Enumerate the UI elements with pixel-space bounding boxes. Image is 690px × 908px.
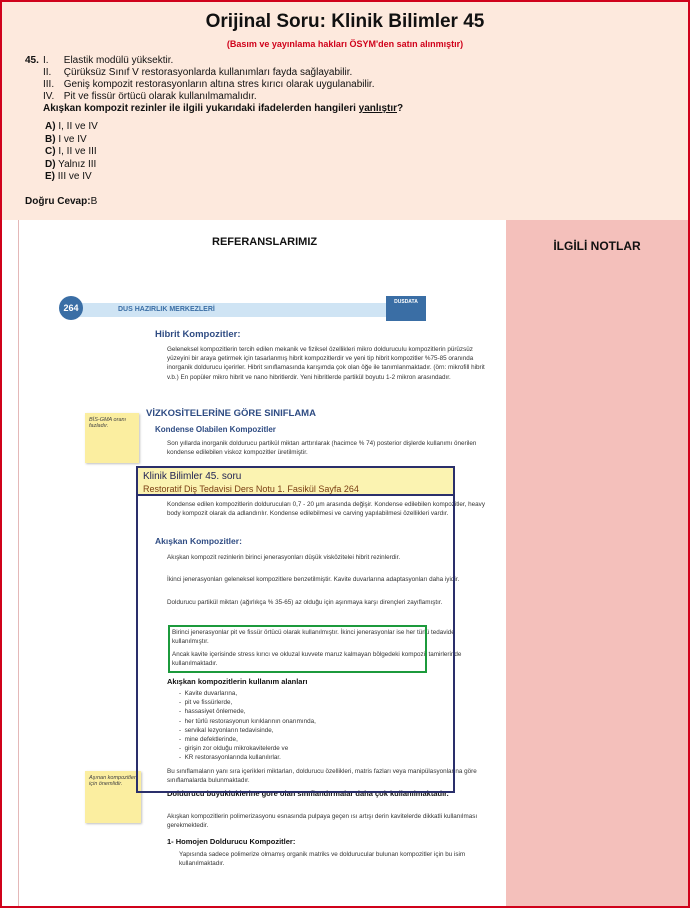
green-highlight-box — [168, 625, 427, 673]
green-box-p1: Birinci jenerasyonlar pit ve fissür örtücü olarak kullanılmıştır. İkinci jenerasyonlar ise her türlü tedavide kullanılmıştır. — [172, 629, 455, 646]
question-item-3: III. Geniş kompozit restorasyonların altına stres kırıcı olarak uygulanabilir. — [43, 79, 375, 90]
reference-title: Klinik Bilimler 45. soru — [143, 471, 242, 482]
flowable-p3: Doldurucu partikül miktarı (ağırlıkça % 35-65) az olduğu için aşınmaya karşı dirençleri zayıflamıştır. — [167, 599, 443, 606]
page-title: Orijinal Soru: Klinik Bilimler 45 — [205, 11, 485, 32]
viscosity-heading: VİZKOSİTELERİNE GÖRE SINIFLAMA — [146, 408, 316, 419]
condense-heading: Kondense Olabilen Kompozitler — [155, 425, 276, 434]
classification-text: Bu sınıflamaların yanı sıra içerikleri miktarları, doldurucu özellikleri, matris fazları veya manipülasyonlarına göre sınıflamalarda bulunmaktadır. — [167, 768, 477, 785]
option-d[interactable]: D) Yalnız III — [45, 158, 97, 170]
sticky-note-1: BİS-GMA oranı fazladır. — [85, 413, 139, 463]
option-b[interactable]: B) I ve IV — [45, 133, 87, 145]
option-e[interactable]: E) III ve IV — [45, 171, 92, 182]
notes-column — [506, 220, 688, 906]
question-item-2: II. Çürüksüz Sınıf V restorasyonlarda kullanımları fayda sağlayabilir. — [43, 67, 353, 78]
homogeneous-heading: 1- Homojen Doldurucu Kompozitler: — [167, 837, 296, 846]
book-header-text: DUS HAZIRLIK MERKEZLERİ — [118, 306, 215, 313]
condense-text: Son yıllarda inorganik doldurucu partikül miktarı arttırılarak (hacimce % 74) posterior dişlerde kullanımı önerilen kondense edilebilen viskoz kompozitler üretilmiştir. — [167, 440, 477, 457]
rights-notice: (Basım ve yayınlama hakları ÖSYM'den satın alınmıştır) — [226, 39, 464, 49]
option-c[interactable]: C) I, II ve III — [45, 146, 97, 157]
question-item-4: IV. Pit ve fissür örtücü olarak kullanılmamalıdır. — [43, 91, 257, 102]
hybrid-heading: Hibrit Kompozitler: — [155, 329, 241, 340]
references-heading: REFERANSLARIMIZ — [212, 236, 318, 248]
reference-source: Restoratif Diş Tedavisi Ders Notu 1. Fasikül Sayfa 264 — [143, 484, 359, 494]
flowable-p2: İkinci jenerasyonları geleneksel kompozitlere benzetilmiştir. Kavite duvarlarına adaptasyonları daha iyidir. — [167, 576, 460, 583]
list-item: - mine defektlerinde, — [179, 736, 238, 744]
question-number: 45. — [25, 55, 39, 66]
homogeneous-text: Yapısında sadece polimerize olmamış organik matriks ve doldurucular bulunan kompozitler için bu isim kullanılmaktadır. — [179, 851, 466, 868]
green-box-p2: Ancak kavite içerisinde stress kırıcı ve okluzal kuvvete maruz kalmayan bölgedeki kompozit tamirlerinde kullanılmaktadır. — [172, 651, 462, 668]
sticky-note-2: Aşınan kompozitler için önemlidir. — [85, 771, 141, 823]
book-page-number: 264 — [59, 296, 83, 320]
size-classification-heading: Doldurucu büyüklüklerine göre olan sınıflandırmalar daha çok kullanılmaktadır. — [167, 789, 449, 798]
hybrid-text: Geleneksel kompozitlerin tercih edilen mekanik ve fiziksel özellikleri mikro doldurucuIu kompozitlerin pürüzsüz yüzeyini bir araya getirmek için tasarlanmış hibrit kompozitlerdir ve yeni tip hibrit kompozitler %75-85 oranında inorganik doldurucu içerirler. Hibrit sınıflamasında karışımda çok olan öğe ile tanımlanmaktadır. (örn: mikrofill hibrit v.b.) En popüler mikro hibrit ve nano hibritlerdir. Yeni hibritlerde partikül boyutu 1-2 mikron arasındadır. — [167, 346, 485, 381]
list-item: - servikal lezyonların tedavisinde, — [179, 726, 274, 734]
list-item: - girişin zor olduğu mikrokavitelerde ve — [179, 745, 289, 753]
flowable-p1: Akışkan kompozit rezinlerin birinci jenerasyonları düşük visközitelei hibrit rezinlerdir. — [167, 554, 401, 561]
question-stem: Akışkan kompozit rezinler ile ilgili yukarıdaki ifadelerden hangileri yanlıştır? — [43, 103, 404, 114]
answer-options — [45, 121, 98, 184]
reference-label — [136, 466, 455, 496]
list-item: - pit ve fissürlerde, — [179, 699, 233, 707]
book-logo: DUSDATA — [386, 296, 426, 321]
list-item: - Kavite duvarlarına, — [179, 690, 238, 697]
list-item: - hassasiyet önlemede, — [179, 708, 246, 716]
polymerization-text: Akışkan kompozitlerin polimerizasyonu esnasında pulpaya geçen ısı artışı derin kavitelerde dikkatli kullanılması gerekmektedir. — [167, 813, 478, 830]
notes-heading: İLGİLİ NOTLAR — [553, 239, 641, 253]
list-item: - her türlü restorasyonun kırıklarının onarımında, — [179, 717, 316, 725]
usage-heading: Akışkan kompozitlerin kullanım alanları — [167, 677, 308, 686]
question-item-1: 45. I. Elastik modülü yüksektir. — [25, 55, 174, 66]
condense-text-2: Kondense edilen kompozitlerin doldurucuları 0,7 - 20 µm arasında değişir. Kondense edilebilen kompozitler, heavy body kompozit olarak da adlandırılır. Kondense edilebilmesi ve carving yapılabilmesi özellikleri vardır. — [167, 501, 485, 518]
question-panel — [2, 2, 688, 220]
question-body — [25, 55, 403, 115]
flowable-heading: Akışkan Kompozitler: — [155, 536, 242, 546]
list-item: - KR restorasyonlarında kullanılırlar. — [179, 754, 281, 762]
option-a[interactable]: A) I, II ve IV — [45, 121, 98, 132]
correct-answer: Doğru Cevap:B — [25, 196, 98, 207]
